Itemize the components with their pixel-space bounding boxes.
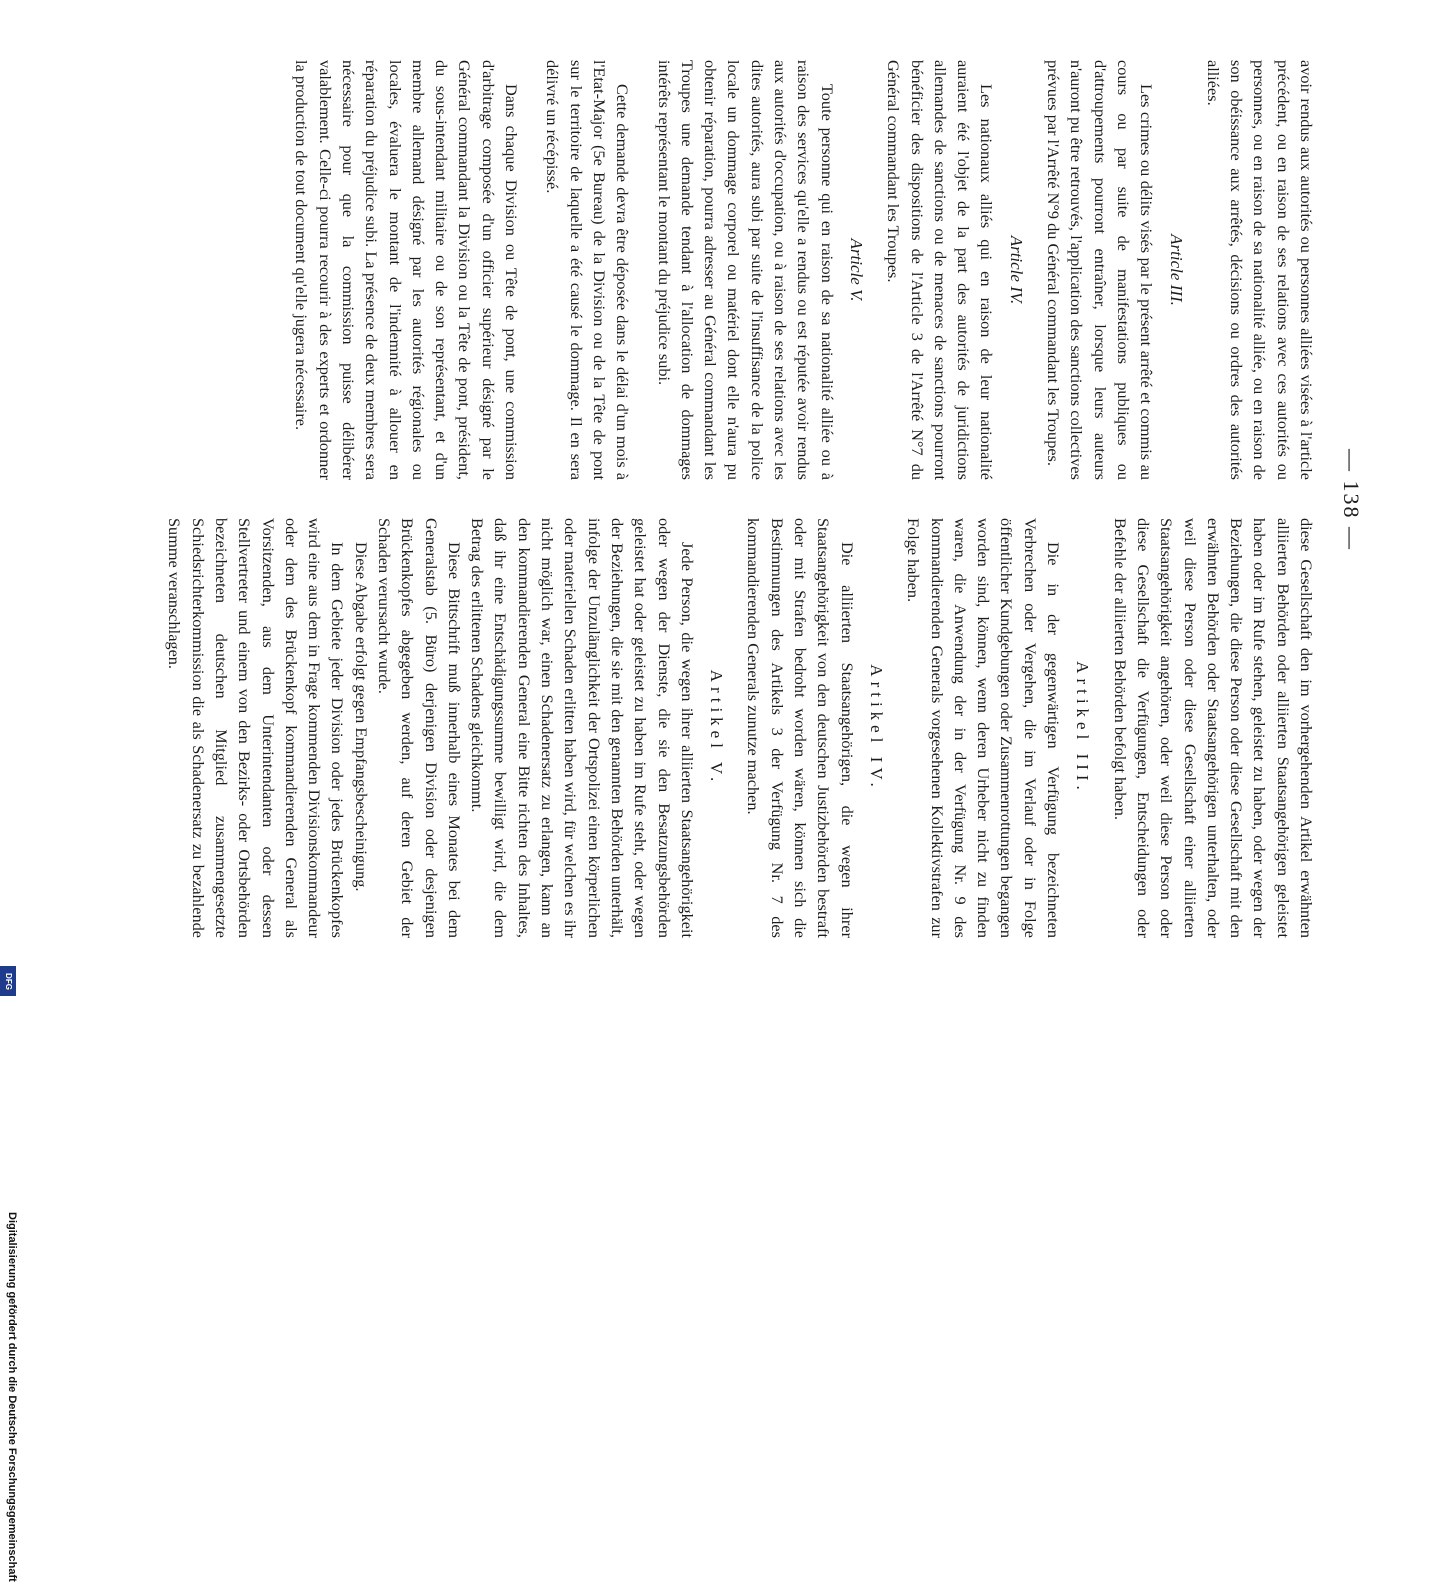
german-article-5-paragraph-3: Diese Abgabe erfolgt gegen Empfangsbescheinigung. [351, 542, 371, 892]
digitization-credit-text: Digitalisierung gefördert durch die Deutsche Forschungsgemeinschaft [6, 1212, 18, 1582]
french-article-4-paragraph: Les nationaux alliés qui en raison de leur nationalité auraient été l'objet de la part des autorités de juridictions allemandes de sanctions ou de menaces de sanctions pourront bénéficier des dispositions de l'Article 3 de l'Arrêté N°7 du Général commandant les Troupes. [884, 60, 997, 480]
french-article-5-paragraph-3: Dans chaque Division ou Tête de pont, une commission d'arbitrage composée d'un officier supérieur désigné par le Général commandant la Division ou la Tête de pont, président, du sous-intendant militaire ou de son représentant, et d'un membre allemand désigné par les autorités régionales ou locales, évaluera le montant de l'indemnité à allouer en réparation du préjudice subi. La présence de deux membres sera nécessaire pour que la commission puisse délibérer valablement. Celle-ci pourra recourir à des experts et ordonner la production de tout document qu'elle jugera nécessaire. [292, 60, 522, 480]
french-column [290, 60, 1318, 480]
french-article-5-paragraph-2: Cette demande devra être déposée dans le délai d'un mois à l'Etat-Major (5e Bureau) de la Division ou de la Tête de pont sur le territoire de laquelle a été causé le dommage. Il en sera délivré un récépissé. [543, 60, 633, 480]
german-article-4-paragraph: Die alliierten Staatsangehörigen, die wegen ihrer Staatsangehörigkeit von den deutschen Justizbehörden bestraft oder mit Strafen bedroht worden wären, können sich die Bestimmungen des Artikels 3 der Verfügung Nr. 7 des kommandierenden Generals zunutze machen. [744, 518, 857, 938]
french-article-5-paragraph-1: Toute personne qui en raison de sa nationalité alliée ou à raison des services qu'elle a rendus ou est réputée avoir rendus aux autorités d'occupation, ou à raison de ses relations avec les dites autorités, aura subi par suite de l'insuffisance de la police locale un dommage corporel ou matériel dont elle n'aura pu obtenir réparation, pourra adresser au Général commandant les Troupes une demande tendant à l'allocation de dommages intérêts représentant le montant du préjudice subi. [654, 60, 837, 480]
german-article-3-paragraph: Die in der gegenwärtigen Verfügung bezeichneten Verbrechen oder Vergehen, die im Verlauf oder in Folge öffentlicher Kundgebungen oder Zusammenrottungen begangen worden sind, können, wenn deren Urheber nicht zu finden waren, die Anwendung der in der Verfügung Nr. 9 des kommandierenden Generals vorgesehenen Kollektivstrafen zur Folge haben. [904, 518, 1064, 938]
german-intro-paragraph: diese Gesellschaft den im vorhergehenden Artikel erwähnten alliierten Behörden oder alliierten Staatsangehörigen geleistet haben oder im Rufe stehen, geleistet zu haben, oder wegen der Beziehungen, die diese Person oder diese Gesellschaft mit den erwähnten Behörden oder Staatsangehörigen unterhalten, oder weil diese Person oder diese Gesellschaft einer alliierten Staatsangehörigkeit angehören, oder weil diese Person oder diese Gesellschaft die Verfügungen, Entscheidungen oder Befehle der alliierten Behörden befolgt haben. [1110, 518, 1316, 938]
german-article-4-heading: Artikel IV. [866, 664, 886, 792]
french-intro-paragraph: avoir rendus aux autorités ou personnes alliées visées à l'article précédent, ou en raison de ses relations avec ces autorités ou personnes, ou en raison de sa nationalité alliée, ou en raison de son obéissance aux arrêtés, décisions ou ordres des autorités alliées. [1203, 60, 1316, 480]
german-column [163, 518, 1318, 938]
french-article-4-heading: Article IV. [1006, 235, 1026, 305]
german-article-5-paragraph-1: Jede Person, die wegen ihrer alliierten Staatsangehörigkeit oder wegen der Dienste, die sie den Besatzungsbehörden geleistet hat oder geleistet zu haben im Rufe steht, oder wegen der Beziehungen, die sie mit den genannten Behörden unterhält, infolge der Unzulänglichkeit der Ortspolizei einen körperlichen oder materiellen Schaden erlitten haben wird, für welchen es ihr nicht möglich war, einen Schadenersatz zu erlangen, kann an den kommandierenden General eine Bitte richten des Inhaltes, daß ihr eine Entschädigungssumme bewilligt wird, die dem Betrag des erlittenen Schadens gleichkommt. [468, 518, 697, 938]
german-article-5-paragraph-2: Diese Bittschrift muß innerhalb eines Monates bei dem Generalstab (5. Büro) derjenigen Division oder desjenigen Brückenkopfes abgegeben werden, auf deren Gebiet der Schaden verursacht wurde. [375, 518, 464, 938]
page-number: — 138 — [1339, 449, 1364, 551]
french-article-3-paragraph: Les crimes ou délits visés par le présent arrêté et commis au cours ou par suite de manifestations publiques ou d'attroupements pourront entraîner, lorsque leurs auteurs n'auront pu être retrouvés, l'application des sanctions collectives prévues par l'Arrêté N°9 du Général commandant les Troupes. [1044, 60, 1157, 480]
german-article-3-heading: Artikel III. [1073, 661, 1093, 795]
german-article-5-paragraph-4: In dem Gebiete jeder Division oder jedes Brückenkopfes wird eine aus dem in Frage kommenden Divisionskommandeur oder dem des Brückenkopf kommandierenden General als Vorsitzenden, aus dem Unterintendanten oder dessen Stellvertreter und einem von den Bezirks- oder Ortsbehörden bezeichneten deutschen Mitglied zusammengesetzte Schiedsrichterkommission die als Schadenersatz zu bezahlende Summe veranschlagen. [165, 518, 348, 938]
rotated-page [104, 60, 1364, 940]
dfg-logo-text: DFG [3, 972, 13, 990]
french-article-5-heading: Article V. [846, 238, 866, 302]
digitization-credit [4, 606, 18, 1582]
french-article-3-heading: Article III. [1166, 234, 1186, 306]
dfg-logo [0, 966, 16, 996]
german-article-5-heading: Artikel V. [707, 669, 727, 787]
